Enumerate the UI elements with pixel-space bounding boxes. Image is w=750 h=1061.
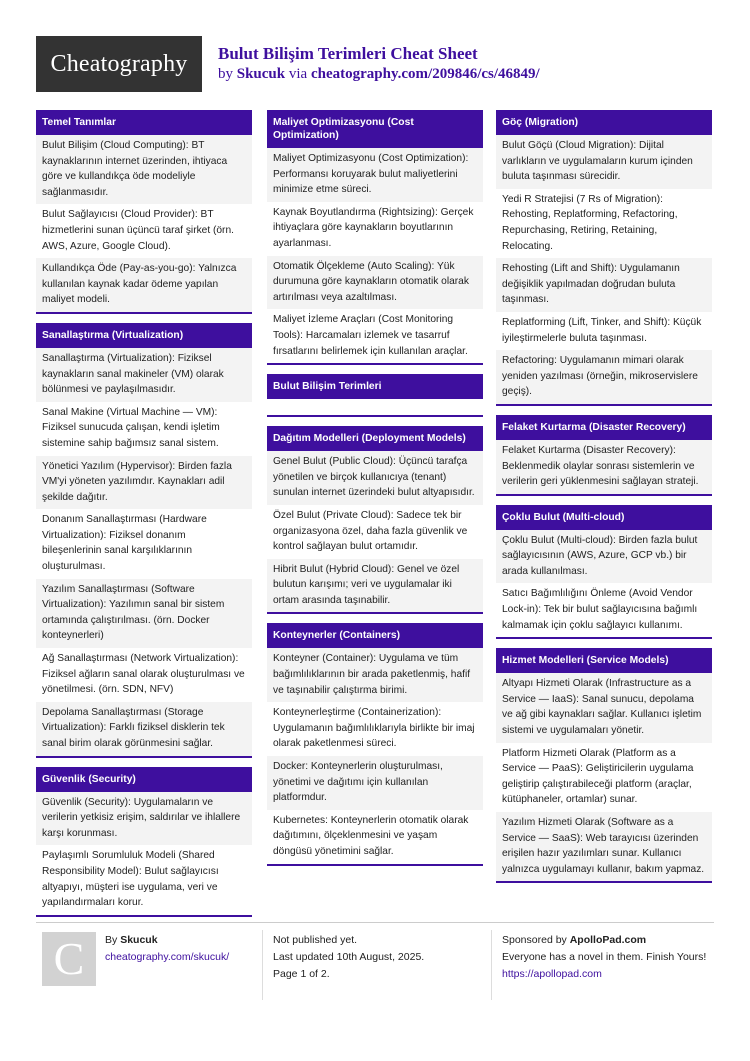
byline (218, 66, 540, 83)
section-guvenlik (36, 767, 252, 917)
author-avatar[interactable] (42, 932, 96, 986)
section-hizmet-modelleri (496, 648, 712, 883)
sponsor-text: Everyone has a novel in them. Finish Yours! (502, 951, 707, 963)
section-header: Felaket Kurtarma (Disaster Recovery) (496, 415, 712, 440)
entry: Yazılım Hizmeti Olarak (Software as a Service — SaaS): Web tarayıcısı üzerinden erişilen hazır yazılımları sunar. Kullanıcı yalnızca uygulamayı kullanır, bakım yapmaz. (496, 812, 712, 881)
entry: Ağ Sanallaştırması (Network Virtualization): Fiziksel ağların sanal olarak oluşturulması ve yönetilmesi. (örn. SDN, NFV) (42, 653, 245, 696)
entry: Satıcı Bağımlılığını Önleme (Avoid Vendor Lock-in): Tek bir bulut sağlayıcısına bağımlı kalmamak için çoklu sağlayıcı kullanımı. (502, 588, 698, 631)
entry: Maliyet İzleme Araçları (Cost Monitoring Tools): Harcamaları izlemek ve tasarruf fırsatlarını belirlemek için kullanılan araçlar. (273, 314, 468, 357)
footer-sponsor-block (502, 932, 712, 983)
footer-separator (262, 930, 263, 1000)
entry: Bulut Göçü (Cloud Migration): Dijital varlıkların ve uygulamaların kurum içinden buluta taşınması sürecidir. (496, 135, 712, 189)
footer-author-link[interactable]: cheatography.com/skucuk/ (105, 951, 230, 963)
byline-by: by (218, 66, 233, 82)
sponsor-url-link[interactable]: https://apollopad.com (502, 968, 602, 980)
entry: Donanım Sanallaştırması (Hardware Virtualization): Fiziksel donanım bileşenlerinin sanal karşılıklarının oluşturulması. (42, 514, 207, 573)
section-header: Konteynerler (Containers) (267, 623, 483, 648)
publish-status: Not published yet. (273, 934, 358, 946)
entry: Yazılım Sanallaştırması (Software Virtualization): Yazılımın sanal bir sistem ortamında çalıştırılması. (örn. Docker konteynerleri) (36, 579, 252, 648)
entry: Çoklu Bulut (Multi-cloud): Birden fazla bulut sağlayıcısının (AWS, Azure, GCP vb.) bir arada kullanılması. (496, 530, 712, 584)
entry: Altyapı Hizmeti Olarak (Infrastructure as a Service — IaaS): Sanal sunucu, depolama ve ağ gibi kaynakları sağlar. Kullanıcı işletim sistemi ve uygulamaları yönetir. (496, 673, 712, 742)
section-header: Sanallaştırma (Virtualization) (36, 323, 252, 348)
entry: Güvenlik (Security): Uygulamaların ve verilerin yetkisiz erişim, saldırılar ve ihlallere karşı korunması. (36, 792, 252, 846)
entry: Konteynerleştirme (Containerization): Uygulamanın bağımlılıklarıyla birlikte bir imaj olarak paketlenmesi süreci. (273, 707, 475, 750)
entry: Kullandıkça Öde (Pay-as-you-go): Yalnızca kullanılan kaynak kadar ödeme yapılan maliyet modeli. (36, 258, 252, 312)
entry: Maliyet Optimizasyonu (Cost Optimization): Performansı koruyarak bulut maliyetlerini minimize etme süreci. (267, 148, 483, 202)
section-coklu-bulut (496, 505, 712, 640)
author-link[interactable]: Skucuk (236, 66, 286, 82)
section-header: Temel Tanımlar (36, 110, 252, 135)
last-updated: Last updated 10th August, 2025. (273, 951, 425, 963)
entry: Özel Bulut (Private Cloud): Sadece tek bir organizasyona özel, daha fazla güvenlik ve kontrol sağlayan bulut ortamıdır. (273, 509, 468, 553)
entry: Paylaşımlı Sorumluluk Modeli (Shared Responsibility Model): Bulut sağlayıcısı altyapıyı, müşteri ise uygulama, veri ve yapılandırmaları korur. (42, 850, 219, 909)
section-sanallastirma (36, 323, 252, 758)
byline-via: via (288, 66, 308, 82)
entry: Bulut Sağlayıcısı (Cloud Provider): BT hizmetlerini sunan üçüncü taraf şirket (örn. AWS, Azure, Google Cloud). (42, 209, 234, 252)
column-3 (496, 110, 712, 892)
section-header: Hizmet Modelleri (Service Models) (496, 648, 712, 673)
page-number: Page 1 of 2. (273, 968, 330, 980)
entry: Yönetici Yazılım (Hypervisor): Birden fazla VM'yi yöneten yazılımdır. Kaynakları adil şekilde dağıtır. (36, 456, 252, 510)
entry: Platform Hizmeti Olarak (Platform as a Service — PaaS): Geliştiricilerin uygulama geliştirip çalıştırabileceği platform (araçlar, kütüphaneler, ortamlar) sunar. (502, 747, 694, 806)
section-felaket-kurtarma (496, 415, 712, 496)
footer-separator (491, 930, 492, 1000)
section-header: Göç (Migration) (496, 110, 712, 135)
entry: Konteyner (Container): Uygulama ve tüm bağımlılıklarının bir arada paketlenmiş, hafif ve taşınabilir çalıştırma birimi. (267, 648, 483, 702)
section-header: Bulut Bilişim Terimleri (267, 374, 483, 399)
entry: Docker: Konteynerlerin oluşturulması, yönetimi ve dağıtımı için kullanılan platformdur. (267, 756, 483, 810)
entry: Kubernetes: Konteynerlerin otomatik olarak dağıtımını, ölçeklenmesini ve yaşam döngüsü yönetimini sağlar. (273, 814, 469, 857)
entry: Replatforming (Lift, Tinker, and Shift): Küçük iyileştirmelerle buluta taşınması. (502, 316, 702, 344)
footer-by: By (105, 934, 118, 946)
section-dagitim-modelleri (267, 426, 483, 614)
entry: Kaynak Boyutlandırma (Rightsizing): Gerçek ihtiyaçlara göre kaynakların boyutlarının ayarlanması. (273, 206, 474, 249)
sponsor-name-link[interactable]: ApolloPad.com (569, 934, 647, 946)
entry: Refactoring: Uygulamanın mimari olarak yeniden yazılması (örneğin, mikroservislere geçiş). (496, 350, 712, 404)
entry: Sanal Makine (Virtual Machine — VM): Fiziksel sunucuda çalışan, kendi işletim sistemine sahip bağımsız sanal sistem. (42, 406, 220, 449)
column-1 (36, 110, 252, 926)
sheet-url-link[interactable]: cheatography.com/209846/cs/46849/ (310, 66, 540, 82)
avatar-letter: C (53, 933, 85, 984)
cheatography-logo[interactable] (36, 36, 202, 92)
section-header: Çoklu Bulut (Multi-cloud) (496, 505, 712, 530)
footer-author-name[interactable]: Skucuk (120, 934, 158, 946)
section-bulut-bilisim-terimleri (267, 374, 483, 417)
entry: Bulut Bilişim (Cloud Computing): BT kaynaklarının internet üzerinden, ihtiyaca göre ve kullandıkça öde modeliyle sağlanmasıdır. (36, 135, 252, 204)
entry: Genel Bulut (Public Cloud): Üçüncü tarafça yönetilen ve birçok kullanıcıya (tenant) sunulan internet üzerindeki bulut altyapısıdır. (267, 451, 483, 505)
section-konteynerler (267, 623, 483, 865)
section-header: Dağıtım Modelleri (Deployment Models) (267, 426, 483, 451)
footer-meta-block (273, 932, 483, 983)
section-temel-tanimlar (36, 110, 252, 314)
section-goc (496, 110, 712, 406)
footer-divider (36, 922, 714, 923)
entry: Yedi R Stratejisi (7 Rs of Migration): Rehosting, Replatforming, Refactoring, Repurchasing, Retiring, Retaining, Relocating. (502, 193, 678, 252)
section-header: Güvenlik (Security) (36, 767, 252, 792)
footer-author-block (105, 932, 255, 966)
entry: Otomatik Ölçekleme (Auto Scaling): Yük durumuna göre kaynakların otomatik olarak artırılması veya azaltılması. (267, 256, 483, 310)
entry: Hibrit Bulut (Hybrid Cloud): Genel ve özel bulutun karışımı; veri ve uygulamalar iki ortam arasında taşınabilir. (267, 559, 483, 613)
entry: Depolama Sanallaştırması (Storage Virtualization): Farklı fiziksel disklerin tek sanal birim olarak görünmesini sağlar. (36, 702, 252, 756)
column-2 (267, 110, 483, 875)
section-maliyet-optimizasyonu (267, 110, 483, 365)
section-header: Maliyet Optimizasyonu (Cost Optimization) (267, 110, 483, 148)
empty-entry (267, 399, 483, 415)
entry: Felaket Kurtarma (Disaster Recovery): Beklenmedik olaylar sonrası sistemlerin ve verilerin geri yüklenmesini sağlayan strateji. (496, 440, 712, 494)
logo-text: Cheatography (50, 50, 188, 77)
page-title: Bulut Bilişim Terimleri Cheat Sheet (218, 44, 478, 63)
entry: Rehosting (Lift and Shift): Uygulamanın değişiklik yapılmadan doğrudan buluta taşınması. (496, 258, 712, 312)
entry: Sanallaştırma (Virtualization): Fiziksel kaynakların sanal makineler (VM) olarak bölünmesi ve paylaşılmasıdır. (36, 348, 252, 402)
sponsored-by: Sponsored by (502, 934, 567, 946)
